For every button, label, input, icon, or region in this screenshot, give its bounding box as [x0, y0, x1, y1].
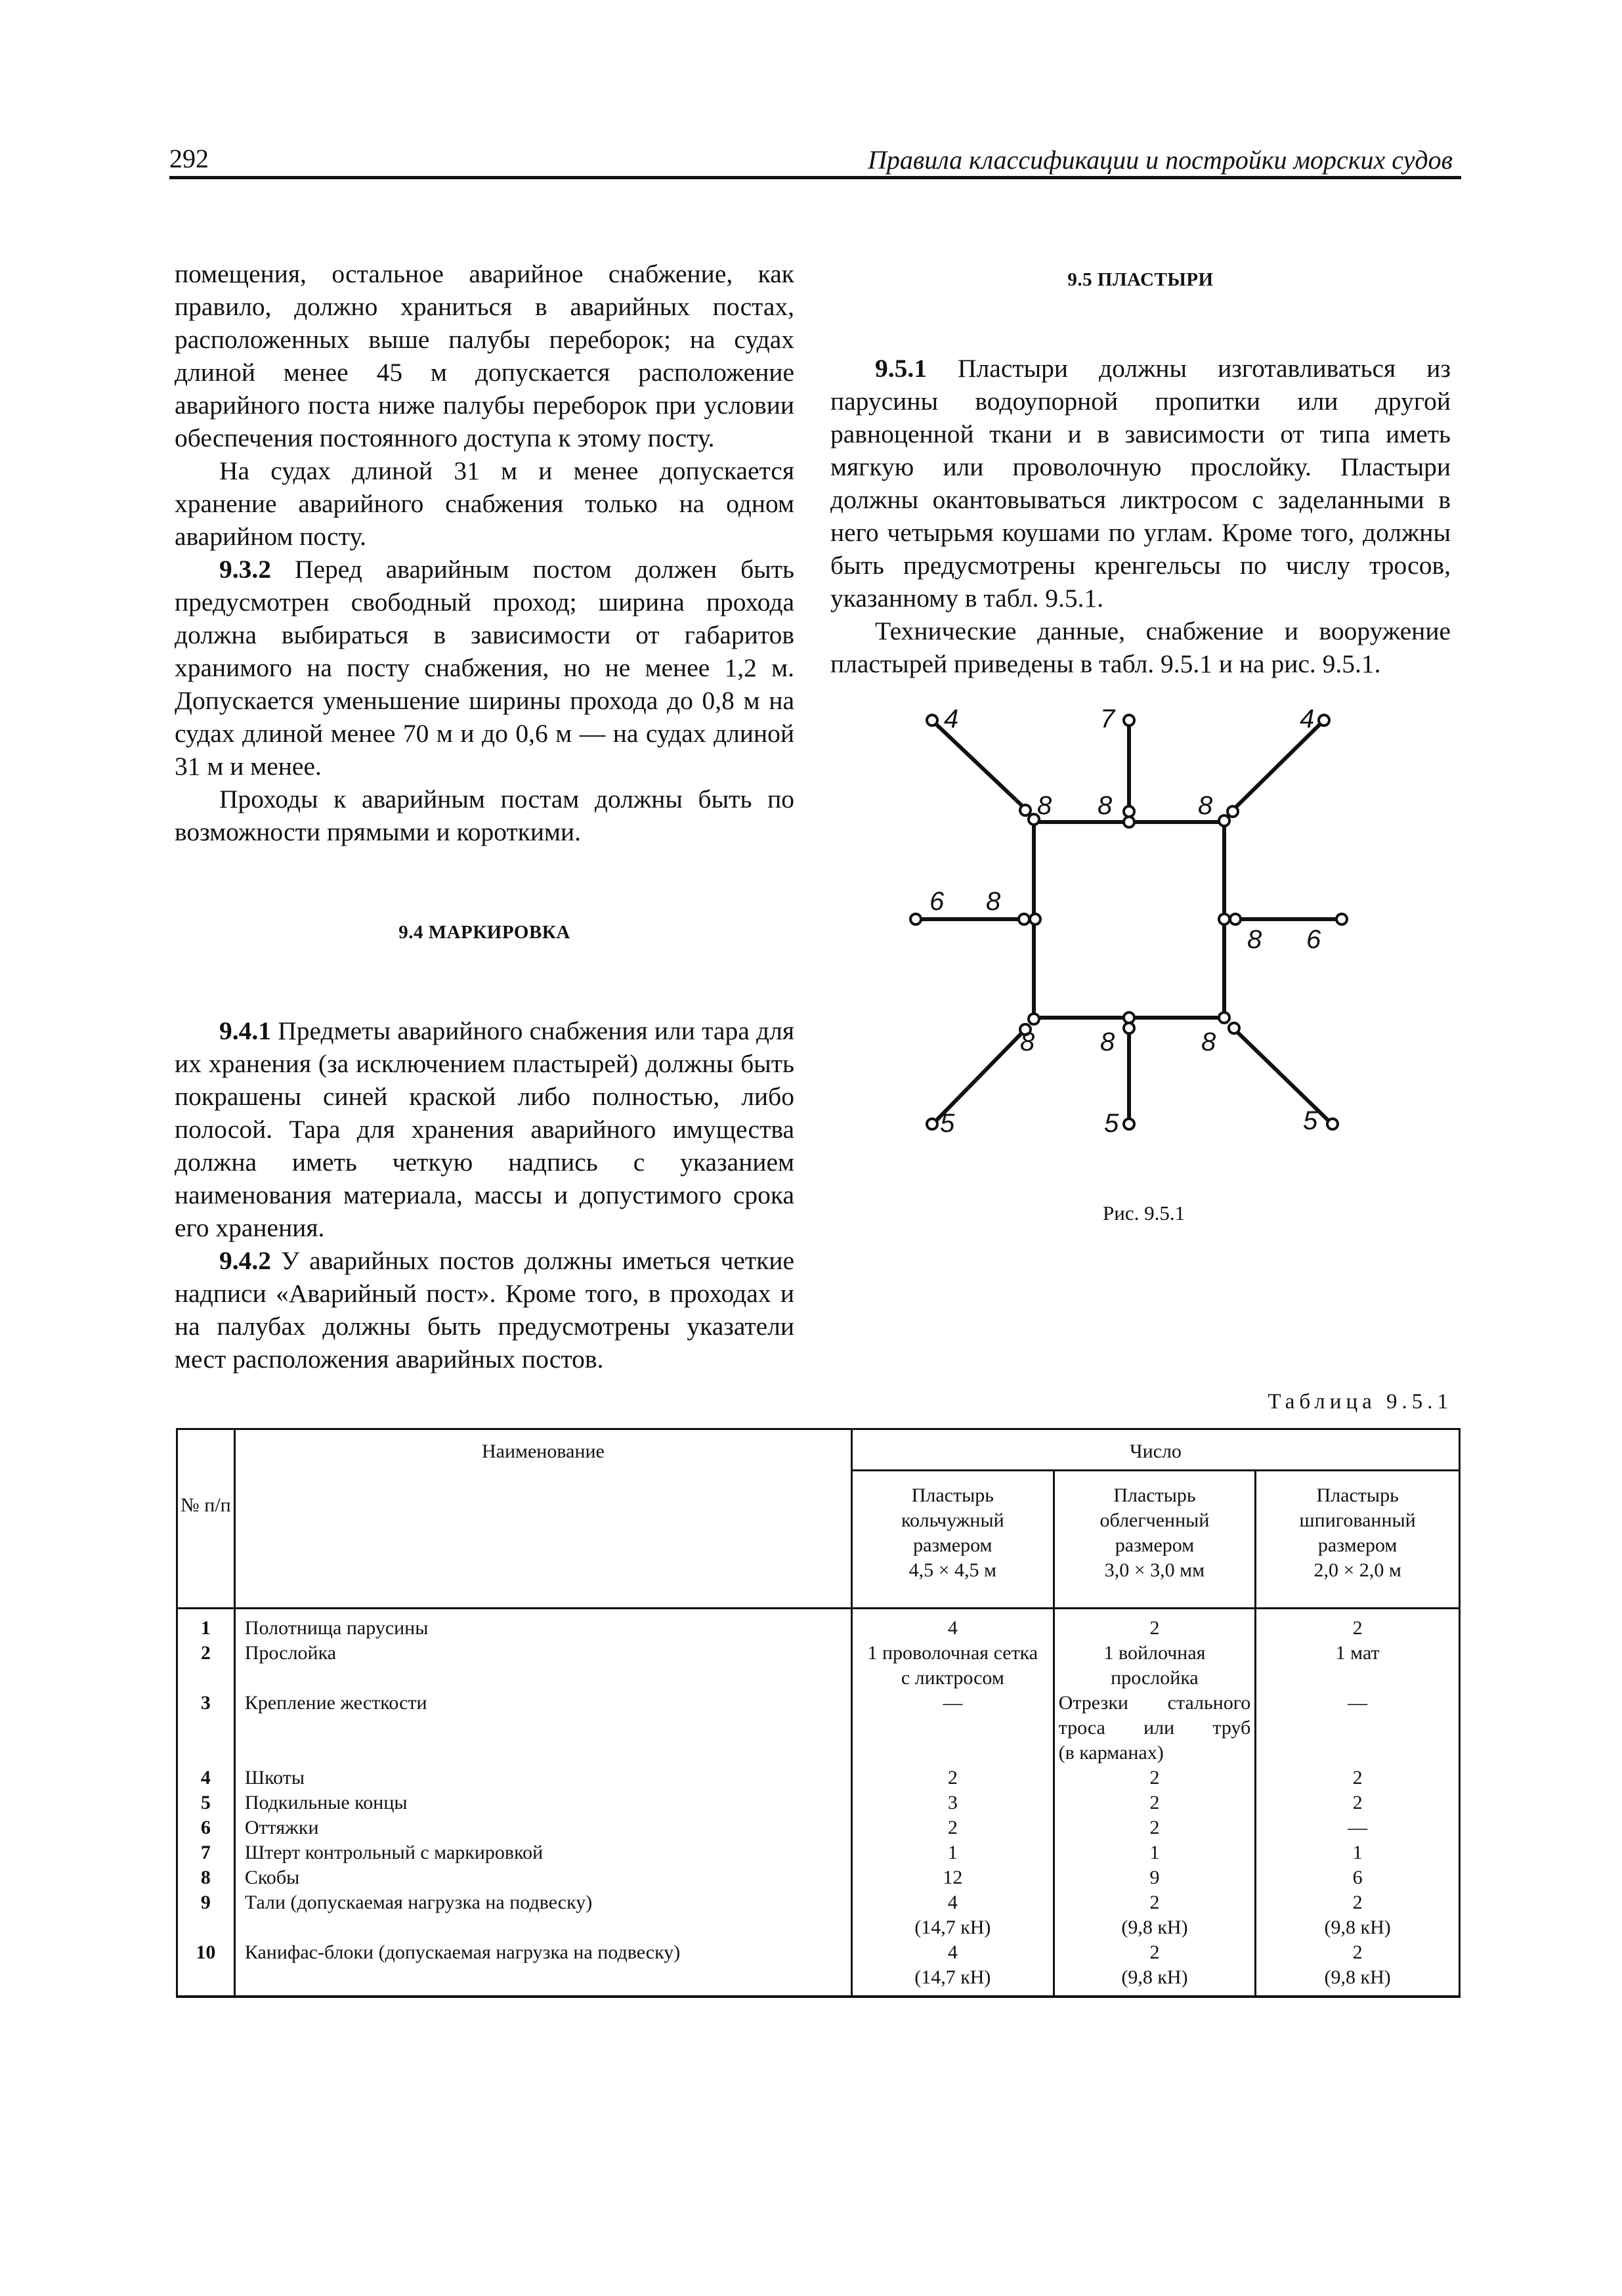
- right-para-1: [830, 352, 1451, 615]
- cell-patch-2: [1054, 1890, 1256, 1940]
- keel-line-bl: [935, 1032, 1023, 1121]
- thimble-ring: [1124, 1119, 1134, 1129]
- sheet-line-tr: [1234, 724, 1321, 809]
- label-left-line: 6: [929, 887, 945, 916]
- left-para-1: помещения, остальное аварийное снабжение, как правило, должно храниться в аварийных постах, расположенных выше палубы переборок; на судах длиной менее 45 м допускается расположение аварийного поста ниже палубы переборок при условии обеспечения постоянного доступа к этому посту.: [175, 259, 794, 452]
- cell-patch-1: 3: [852, 1790, 1054, 1815]
- cell-patch-2: 9: [1054, 1865, 1256, 1890]
- cell-patch-3: [1256, 1940, 1460, 1997]
- label-tl-line: 4: [944, 704, 959, 733]
- col-header-count: Число: [852, 1429, 1460, 1471]
- row-name: Тали (допускаемая нагрузка на подвеску): [234, 1890, 851, 1940]
- table-row: [177, 1940, 1460, 1997]
- label-br-line: 5: [1303, 1106, 1318, 1135]
- cell-patch-3: —: [1256, 1815, 1460, 1840]
- clause-number: 9.4.1: [219, 1016, 271, 1045]
- label-tr-corner: 8: [1198, 791, 1213, 820]
- clause-text: Перед аварийным постом должен быть предусмотрен свободный проход; ширина прохода должна выбираться в зависимости от габаритов хранимого на посту снабжения, но не менее 1,2 м. Допускается уменьшение ширины прохода до 0,8 м на судах длиной менее 70 м и до 0,6 м — на судах длиной 31 м и менее.: [175, 555, 794, 781]
- cell-line: 2: [1352, 1892, 1363, 1913]
- sub-header-line: Пластырь: [911, 1484, 994, 1506]
- patch-diagram: [906, 696, 1365, 1156]
- cell-line: (9,8 кН): [1324, 1917, 1391, 1938]
- header-rule: [169, 176, 1461, 179]
- clause-number: 9.3.2: [219, 555, 271, 584]
- shackle-ring: [1124, 806, 1134, 817]
- label-top-line: 7: [1100, 704, 1115, 733]
- shackle-ring: [1219, 815, 1229, 826]
- cell-patch-3: —: [1256, 1691, 1460, 1765]
- running-title: Правила классификации и постройки морских судов: [867, 145, 1453, 175]
- thimble-ring: [1336, 914, 1347, 924]
- cell-patch-2: [1054, 1940, 1256, 1997]
- label-top-mid: 8: [1098, 791, 1113, 820]
- cell-line: 4: [947, 1941, 958, 1963]
- cell-patch-2: 2: [1054, 1815, 1256, 1840]
- clause-number: 9.5.1: [875, 354, 927, 383]
- cell-line: (9,8 кН): [1121, 1917, 1188, 1938]
- cell-line: (9,8 кН): [1121, 1966, 1188, 1988]
- thimble-ring: [1124, 715, 1134, 726]
- sub-header-line: шпигованный: [1299, 1509, 1416, 1531]
- clause-text: У аварийных постов должны иметься четкие надписи «Аварийный пост». Кроме того, в проходах и на палубах должны быть предусмотрены указатели мест расположения аварийных постов.: [175, 1246, 794, 1374]
- col-header-name: Наименование: [234, 1429, 851, 1609]
- cell-patch-1: [852, 1641, 1054, 1691]
- cell-patch-3: 2: [1256, 1765, 1460, 1790]
- cell-patch-1: [852, 1940, 1054, 1997]
- thimble-ring: [1327, 1119, 1338, 1129]
- cell-patch-3: 2: [1256, 1609, 1460, 1641]
- sub-header-line: размером: [1115, 1534, 1195, 1556]
- cell-line: 1 войлочная: [1103, 1642, 1206, 1664]
- table-row: [177, 1609, 1460, 1641]
- cell-line: 2: [1352, 1941, 1363, 1963]
- row-name: Скобы: [234, 1865, 851, 1890]
- row-name: Подкильные концы: [234, 1790, 851, 1815]
- col-header-patch-1: [852, 1471, 1054, 1609]
- table-row: [177, 1815, 1460, 1840]
- cell-line: прослойка: [1111, 1667, 1199, 1689]
- clause-number: 9.4.2: [219, 1246, 271, 1275]
- shackle-ring: [1020, 805, 1031, 815]
- thimble-ring: [927, 715, 937, 726]
- cell-patch-2: [1054, 1641, 1256, 1691]
- left-para-2: На судах длиной 31 м и менее допускается хранение аварийного снабжения только на одном аварийном посту.: [175, 456, 794, 551]
- cell-line: (9,8 кН): [1324, 1966, 1391, 1988]
- shackle-ring: [1124, 1023, 1134, 1033]
- table-label: Таблица 9.5.1: [1268, 1390, 1453, 1414]
- left-para-3: [175, 553, 794, 783]
- cell-patch-1: 4: [852, 1609, 1054, 1641]
- sub-header-line: кольчужный: [901, 1509, 1004, 1531]
- col-header-patch-3: [1256, 1471, 1460, 1609]
- cell-patch-3: 1: [1256, 1840, 1460, 1865]
- sub-header-line: Пластырь: [1113, 1484, 1196, 1506]
- cell-line: (14,7 кН): [914, 1966, 991, 1988]
- row-number: 4: [177, 1765, 235, 1790]
- row-number: 2: [177, 1641, 235, 1691]
- sub-header-line: 4,5 × 4,5 м: [908, 1559, 997, 1581]
- label-br-corner: 8: [1201, 1028, 1216, 1056]
- cell-line: (в карманах): [1058, 1742, 1164, 1764]
- cell-patch-2: 1: [1054, 1840, 1256, 1865]
- shackle-ring: [1030, 914, 1040, 924]
- cell-patch-1: 2: [852, 1815, 1054, 1840]
- table-row: [177, 1865, 1460, 1890]
- figure-caption: Рис. 9.5.1: [1103, 1202, 1185, 1224]
- row-number: 7: [177, 1840, 235, 1865]
- row-number: 3: [177, 1691, 235, 1765]
- thimble-ring: [927, 1119, 937, 1129]
- row-name: Полотнища парусины: [234, 1609, 851, 1641]
- row-number: 1: [177, 1609, 235, 1641]
- row-name: Шкоты: [234, 1765, 851, 1790]
- shackle-ring: [1019, 914, 1029, 924]
- right-para-2: Технические данные, снабжение и вооружение пластырей приведены в табл. 9.5.1 и на рис. 9.5.1.: [830, 617, 1451, 678]
- cell-patch-1: 1: [852, 1840, 1054, 1865]
- clause-text: Пластыри должны изготавливаться из парусины водоупорной пропитки или другой равноценной ткани и в зависимости от типа иметь мягкую или проволочную прослойку. Пластыри должны окантовываться ликтросом с заделанными в него четырьмя коушами по углам. Кроме того, должны быть предусмотрены кренгельсы по числу тросов, указанному в табл. 9.5.1.: [830, 354, 1451, 613]
- cell-patch-2: 2: [1054, 1790, 1256, 1815]
- col-header-number: № п/п: [177, 1429, 235, 1609]
- cell-patch-1: 2: [852, 1765, 1054, 1790]
- section-heading-9-5: 9.5 ПЛАСТЫРИ: [1067, 269, 1214, 290]
- table-row: [177, 1765, 1460, 1790]
- table-row: [177, 1691, 1460, 1765]
- row-number: 10: [177, 1940, 235, 1997]
- left-para-5: [175, 1014, 794, 1244]
- label-bottom-line: 5: [1104, 1109, 1119, 1138]
- patch-square: [1034, 822, 1224, 1018]
- cell-patch-2: 2: [1054, 1609, 1256, 1641]
- label-tl-corner: 8: [1037, 791, 1052, 820]
- cell-line: (14,7 кН): [914, 1917, 991, 1938]
- row-number: 9: [177, 1890, 235, 1940]
- cell-patch-3: 6: [1256, 1865, 1460, 1890]
- shackle-ring: [1219, 1012, 1229, 1023]
- right-column: [830, 352, 1451, 680]
- cell-patch-1: —: [852, 1691, 1054, 1765]
- col-header-patch-2: [1054, 1471, 1256, 1609]
- shackle-ring: [1230, 914, 1241, 924]
- shackle-ring: [1124, 1012, 1134, 1023]
- label-left-mid: 8: [986, 887, 1001, 916]
- cell-line: 1 проволочная сетка: [867, 1642, 1038, 1664]
- row-name: Крепление жесткости: [234, 1691, 851, 1765]
- sub-header-line: размером: [1317, 1534, 1398, 1556]
- cell-patch-3: 1 мат: [1256, 1641, 1460, 1691]
- cell-line: троса или труб: [1058, 1717, 1251, 1739]
- shackle-ring: [1124, 817, 1134, 827]
- label-bottom-mid: 8: [1100, 1028, 1115, 1056]
- row-number: 5: [177, 1790, 235, 1815]
- sub-header-line: размером: [913, 1534, 992, 1556]
- label-right-line: 6: [1306, 925, 1321, 954]
- shackle-ring: [1029, 1014, 1039, 1024]
- section-heading-9-4: 9.4 МАРКИРОВКА: [398, 922, 570, 943]
- cell-patch-2: [1054, 1691, 1256, 1765]
- label-bl-corner: 8: [1020, 1028, 1035, 1056]
- clause-text: Предметы аварийного снабжения или тара для их хранения (за исключением пластырей) должны быть покрашены синей краской либо полностью, либо полосой. Тара для хранения аварийного имущества должна иметь четкую надпись с указанием наименования материала, массы и допустимого срока его хранения.: [175, 1016, 794, 1242]
- cell-line: 4: [947, 1892, 958, 1913]
- cell-patch-3: [1256, 1890, 1460, 1940]
- shackle-ring: [1227, 806, 1238, 817]
- cell-patch-1: 12: [852, 1865, 1054, 1890]
- page-number: 292: [169, 144, 209, 173]
- sheet-line-tl: [935, 724, 1024, 808]
- patch-table: [176, 1428, 1461, 1998]
- cell-patch-3: 2: [1256, 1790, 1460, 1815]
- cell-line: 2: [1149, 1892, 1160, 1913]
- cell-line: 2: [1149, 1941, 1160, 1963]
- row-name: Канифас-блоки (допускаемая нагрузка на подвеску): [234, 1940, 851, 1997]
- left-column-lower: [175, 1014, 794, 1375]
- label-bl-line: 5: [940, 1109, 955, 1138]
- cell-patch-1: [852, 1890, 1054, 1940]
- row-name: Штерт контрольный с маркировкой: [234, 1840, 851, 1865]
- cell-line: с ликтросом: [901, 1667, 1004, 1689]
- table-row: [177, 1790, 1460, 1815]
- sub-header-line: 3,0 × 3,0 мм: [1104, 1559, 1205, 1581]
- label-right-mid: 8: [1247, 925, 1262, 954]
- sub-header-line: 2,0 × 2,0 м: [1313, 1559, 1401, 1581]
- cell-line: Отрезки стального: [1058, 1692, 1251, 1714]
- sub-header-line: облегченный: [1099, 1509, 1210, 1531]
- label-tr-line: 4: [1300, 704, 1315, 733]
- table-row: [177, 1641, 1460, 1691]
- table-row: [177, 1840, 1460, 1865]
- thimble-ring: [910, 914, 921, 924]
- shackle-ring: [1229, 1023, 1239, 1033]
- left-para-6: [175, 1244, 794, 1375]
- row-name: Прослойка: [234, 1641, 851, 1691]
- thimble-ring: [1319, 715, 1329, 726]
- table-row: [177, 1890, 1460, 1940]
- row-number: 8: [177, 1865, 235, 1890]
- shackle-ring: [1219, 914, 1229, 924]
- sub-header-line: Пластырь: [1316, 1484, 1399, 1506]
- cell-patch-2: 2: [1054, 1765, 1256, 1790]
- left-column: [175, 257, 794, 848]
- row-number: 6: [177, 1815, 235, 1840]
- left-para-4: Проходы к аварийным постам должны быть по возможности прямыми и короткими.: [175, 785, 794, 846]
- row-name: Оттяжки: [234, 1815, 851, 1840]
